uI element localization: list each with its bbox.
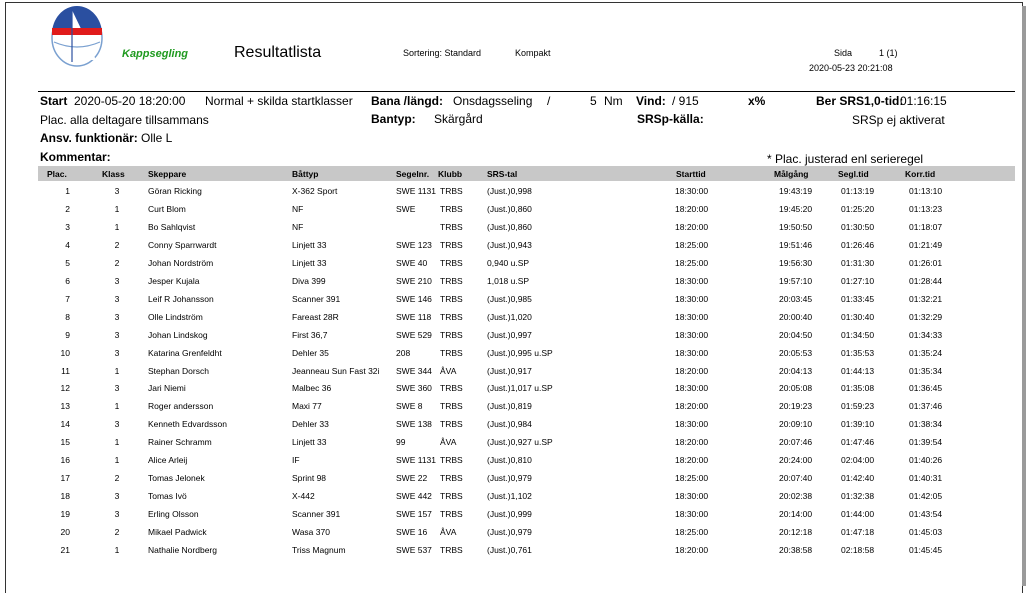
cell-starttid: 18:25:00 (675, 239, 709, 250)
cell-starttid: 18:20:00 (675, 437, 709, 448)
cell-segelnr: SWE 138 (396, 419, 432, 430)
cell-skeppare: Mikael Padwick (148, 527, 207, 538)
cell-malgang: 20:12:18 (779, 527, 813, 538)
cell-starttid: 18:25:00 (675, 527, 709, 538)
cell-korrtid: 01:13:23 (909, 203, 943, 214)
cell-segelnr: SWE 442 (396, 491, 432, 502)
cell-klass: 1 (114, 437, 120, 448)
cell-klubb: TRBS (440, 293, 463, 304)
cell-segelnr: SWE 529 (396, 329, 432, 340)
table-row (0, 491, 1028, 509)
cell-segltid: 01:30:50 (841, 221, 875, 232)
table-row (0, 240, 1028, 258)
col-klubb: Klubb (438, 169, 463, 179)
cell-malgang: 20:19:23 (779, 401, 813, 412)
cell-plac: 10 (60, 347, 70, 358)
cell-malgang: 20:05:08 (779, 383, 813, 394)
cell-starttid: 18:30:00 (675, 329, 709, 340)
cell-plac: 17 (60, 473, 70, 484)
srsp-source-value: SRSp ej aktiverat (852, 113, 945, 127)
cell-malgang: 20:04:50 (779, 329, 813, 340)
cell-klass: 3 (114, 293, 120, 304)
cell-malgang: 20:24:00 (779, 455, 813, 466)
cell-starttid: 18:30:00 (675, 419, 709, 430)
cell-plac: 18 (60, 491, 70, 502)
cell-plac: 7 (65, 293, 70, 304)
cell-segltid: 01:26:46 (841, 239, 875, 250)
course-type-value: Skärgård (434, 112, 483, 126)
cell-segltid: 01:44:13 (841, 365, 875, 376)
cell-segelnr: 99 (396, 437, 406, 448)
cell-klass: 1 (114, 455, 120, 466)
cell-segltid: 01:35:53 (841, 347, 875, 358)
table-row (0, 419, 1028, 437)
cell-klass: 3 (114, 275, 120, 286)
cell-srs: (Just.)1,020 (487, 311, 532, 322)
table-row (0, 401, 1028, 419)
cell-malgang: 19:51:46 (779, 239, 813, 250)
cell-skeppare: Rainer Schramm (148, 437, 212, 448)
cell-srs: 1,018 u.SP (487, 275, 530, 286)
cell-plac: 5 (65, 257, 70, 268)
bana-label: Bana /längd: (371, 94, 444, 108)
cell-starttid: 18:25:00 (675, 473, 709, 484)
cell-starttid: 18:30:00 (675, 293, 709, 304)
cell-segltid: 01:39:10 (841, 419, 875, 430)
cell-klubb: TRBS (440, 275, 463, 286)
cell-plac: 1 (65, 186, 70, 196)
cell-malgang: 20:03:45 (779, 293, 813, 304)
cell-segelnr: SWE 16 (396, 527, 428, 538)
cell-segelnr: SWE 1131 (396, 186, 437, 196)
cell-srs: (Just.)0,999 (487, 509, 532, 520)
bana-separator: / (547, 94, 551, 108)
table-row (0, 276, 1028, 294)
cell-klass: 2 (114, 473, 120, 484)
cell-korrtid: 01:45:03 (909, 527, 943, 538)
cell-srs: (Just.)0,761 (487, 545, 532, 555)
adjusted-note: * Plac. justerad enl serieregel (767, 152, 924, 166)
col-segltid: Segl.tid (838, 169, 869, 179)
cell-skeppare: Kenneth Edvardsson (148, 419, 227, 430)
cell-segltid: 01:42:40 (841, 473, 875, 484)
cell-srs: (Just.)0,927 u.SP (487, 437, 553, 448)
table-row (0, 222, 1028, 240)
cell-klass: 1 (114, 221, 120, 232)
cell-battyp: X-362 Sport (292, 186, 338, 196)
col-malgang: Målgång (774, 169, 809, 179)
cell-korrtid: 01:18:07 (909, 221, 943, 232)
col-srs: SRS-tal (487, 169, 518, 179)
course-length: 5 (590, 94, 597, 108)
cell-segelnr: SWE 344 (396, 365, 432, 376)
cell-srs: (Just.)0,998 (487, 186, 532, 196)
cell-klubb: TRBS (440, 257, 463, 268)
cell-klass: 1 (114, 545, 120, 555)
cell-srs: (Just.)0,810 (487, 455, 532, 466)
cell-battyp: Scanner 391 (292, 293, 341, 304)
cell-skeppare: Nathalie Nordberg (148, 545, 217, 555)
cell-starttid: 18:20:00 (675, 545, 709, 555)
cell-korrtid: 01:26:01 (909, 257, 943, 268)
cell-segelnr: SWE 210 (396, 275, 432, 286)
cell-klass: 1 (114, 365, 120, 376)
cell-starttid: 18:30:00 (675, 275, 709, 286)
cell-segltid: 01:34:50 (841, 329, 875, 340)
cell-srs: (Just.)0,984 (487, 419, 532, 430)
wind-value: / 915 (672, 94, 699, 108)
cell-starttid: 18:20:00 (675, 401, 709, 412)
cell-skeppare: Curt Blom (148, 203, 186, 214)
cell-starttid: 18:20:00 (675, 221, 709, 232)
cell-klass: 1 (114, 203, 120, 214)
srsp-source-label: SRSp-källa: (637, 112, 704, 126)
cell-starttid: 18:20:00 (675, 455, 709, 466)
cell-starttid: 18:20:00 (675, 365, 709, 376)
cell-klubb: TRBS (440, 383, 463, 394)
cell-skeppare: Bo Sahlqvist (148, 221, 196, 232)
cell-plac: 19 (60, 509, 70, 520)
cell-plac: 13 (60, 401, 70, 412)
cell-skeppare: Johan Lindskog (148, 329, 208, 340)
cell-starttid: 18:30:00 (675, 311, 709, 322)
cell-skeppare: Jari Niemi (148, 383, 186, 394)
cell-srs: (Just.)0,819 (487, 401, 532, 412)
cell-klubb: TRBS (440, 329, 463, 340)
cell-korrtid: 01:32:29 (909, 311, 943, 322)
length-unit: Nm (604, 94, 623, 108)
col-starttid: Starttid (676, 169, 706, 179)
col-klass: Klass (102, 169, 125, 179)
start-label: Start (40, 94, 68, 108)
cell-korrtid: 01:37:46 (909, 401, 943, 412)
cell-plac: 11 (61, 365, 70, 376)
cell-battyp: Dehler 35 (292, 347, 329, 358)
cell-korrtid: 01:32:21 (909, 293, 943, 304)
cell-klubb: ÅVA (440, 437, 457, 448)
cell-korrtid: 01:36:45 (909, 383, 943, 394)
cell-battyp: NF (292, 203, 304, 214)
cell-skeppare: Göran Ricking (148, 186, 202, 196)
cell-malgang: 19:43:19 (779, 186, 813, 196)
table-row (0, 383, 1028, 401)
cell-klubb: ÅVA (440, 527, 457, 538)
cell-starttid: 18:30:00 (675, 509, 709, 520)
cell-korrtid: 01:40:26 (909, 455, 943, 466)
cell-segelnr: SWE 537 (396, 545, 432, 555)
cell-skeppare: Stephan Dorsch (148, 365, 209, 376)
cell-korrtid: 01:35:34 (909, 365, 943, 376)
cell-battyp: NF (292, 221, 304, 232)
cell-srs: (Just.)0,979 (487, 473, 532, 484)
cell-srs: (Just.)0,860 (487, 221, 532, 232)
cell-klass: 3 (114, 347, 120, 358)
cell-segltid: 01:44:00 (841, 509, 875, 520)
class-mode: Normal + skilda startklasser (205, 94, 353, 108)
sail-logo-icon (50, 4, 130, 68)
table-row (0, 473, 1028, 491)
cell-battyp: Scanner 391 (292, 509, 341, 520)
printed-timestamp: 2020-05-23 20:21:08 (809, 63, 893, 73)
cell-korrtid: 01:42:05 (909, 491, 943, 502)
cell-srs: (Just.)0,997 (487, 329, 532, 340)
official-label: Ansv. funktionär: (40, 131, 138, 145)
page-title: Resultatlista (234, 44, 322, 61)
cell-segltid: 01:47:18 (841, 527, 875, 538)
cell-korrtid: 01:40:31 (909, 473, 943, 484)
cell-korrtid: 01:13:10 (909, 186, 943, 196)
cell-segelnr: SWE 146 (396, 293, 432, 304)
cell-srs: (Just.)0,995 u.SP (487, 347, 553, 358)
cell-plac: 14 (60, 419, 70, 430)
cell-battyp: Malbec 36 (292, 383, 332, 394)
placing-note: Plac. alla deltagare tillsammans (40, 113, 209, 127)
cell-plac: 12 (60, 383, 70, 394)
table-row (0, 527, 1028, 545)
cell-klubb: TRBS (440, 186, 463, 196)
cell-klass: 3 (114, 491, 120, 502)
cell-starttid: 18:30:00 (675, 491, 709, 502)
cell-segelnr: SWE 8 (396, 401, 423, 412)
cell-klubb: TRBS (440, 203, 463, 214)
wind-label: Vind: (636, 94, 666, 108)
cell-klubb: TRBS (440, 419, 463, 430)
cell-malgang: 20:07:46 (779, 437, 813, 448)
cell-skeppare: Jesper Kujala (148, 275, 200, 286)
cell-segltid: 01:13:19 (841, 186, 875, 196)
table-row (0, 509, 1028, 527)
table-row (0, 312, 1028, 330)
cell-korrtid: 01:34:33 (909, 329, 943, 340)
cell-plac: 3 (65, 221, 70, 232)
cell-korrtid: 01:38:34 (909, 419, 943, 430)
cell-battyp: Dehler 33 (292, 419, 329, 430)
cell-battyp: Wasa 370 (292, 527, 330, 538)
logo-text: Kappsegling (122, 48, 189, 60)
cell-skeppare: Leif R Johansson (148, 293, 214, 304)
cell-klass: 2 (114, 239, 120, 250)
cell-starttid: 18:30:00 (675, 186, 709, 196)
cell-korrtid: 01:43:54 (909, 509, 943, 520)
cell-plac: 2 (65, 203, 70, 214)
header-divider (38, 91, 1015, 92)
cell-segltid: 01:30:40 (841, 311, 875, 322)
cell-malgang: 19:57:10 (779, 275, 813, 286)
cell-skeppare: Olle Lindström (148, 311, 203, 322)
cell-klubb: TRBS (440, 473, 463, 484)
cell-battyp: Fareast 28R (292, 311, 339, 322)
start-value: 2020-05-20 18:20:00 (74, 94, 186, 108)
cell-malgang: 20:04:13 (779, 365, 813, 376)
cell-segelnr: SWE 22 (396, 473, 428, 484)
cell-klass: 3 (114, 509, 120, 520)
cell-plac: 21 (60, 545, 70, 555)
cell-battyp: Jeanneau Sun Fast 32i (292, 365, 380, 376)
cell-plac: 9 (65, 329, 70, 340)
cell-srs: (Just.)0,860 (487, 203, 532, 214)
cell-srs: (Just.)0,979 (487, 527, 532, 538)
cell-klass: 3 (114, 419, 120, 430)
cell-battyp: Maxi 77 (292, 401, 322, 412)
cell-segelnr: SWE (396, 203, 416, 214)
cell-plac: 4 (65, 239, 70, 250)
cell-plac: 8 (65, 311, 70, 322)
official-value: Olle L (141, 131, 173, 145)
cell-klubb: TRBS (440, 311, 463, 322)
cell-korrtid: 01:28:44 (909, 275, 943, 286)
cell-klubb: TRBS (440, 221, 463, 232)
cell-segltid: 02:18:58 (841, 545, 875, 555)
cell-skeppare: Johan Nordström (148, 257, 214, 268)
cell-battyp: Sprint 98 (292, 473, 327, 484)
cell-skeppare: Tomas Ivö (148, 491, 187, 502)
cell-korrtid: 01:21:49 (909, 239, 943, 250)
cell-skeppare: Erling Olsson (148, 509, 199, 520)
cell-skeppare: Alice Arleij (148, 455, 188, 466)
cell-korrtid: 01:45:45 (909, 545, 943, 555)
cell-srs: (Just.)0,985 (487, 293, 532, 304)
cell-malgang: 20:05:53 (779, 347, 813, 358)
cell-starttid: 18:20:00 (675, 203, 709, 214)
cell-srs: (Just.)1,017 u.SP (487, 383, 553, 394)
cell-starttid: 18:30:00 (675, 347, 709, 358)
cell-malgang: 20:38:58 (779, 545, 813, 555)
cell-skeppare: Conny Sparrwardt (148, 239, 217, 250)
table-row (0, 366, 1028, 384)
cell-malgang: 19:45:20 (779, 203, 813, 214)
cell-srs: (Just.)0,943 (487, 239, 532, 250)
cell-segltid: 01:31:30 (841, 257, 875, 268)
table-row (0, 330, 1028, 348)
cell-klass: 3 (114, 383, 120, 394)
comment-label: Kommentar: (40, 150, 111, 164)
percent-label: x% (748, 94, 766, 108)
cell-malgang: 20:07:40 (779, 473, 813, 484)
cell-battyp: IF (292, 455, 300, 466)
cell-korrtid: 01:39:54 (909, 437, 943, 448)
cell-srs: 0,940 u.SP (487, 257, 530, 268)
cell-segltid: 01:59:23 (841, 401, 875, 412)
col-segelnr: Segelnr. (396, 169, 430, 179)
cell-segelnr: SWE 118 (396, 311, 432, 322)
cell-skeppare: Tomas Jelonek (148, 473, 205, 484)
table-row (0, 437, 1028, 455)
cell-segelnr: SWE 157 (396, 509, 432, 520)
cell-klass: 1 (114, 401, 120, 412)
page-number: 1 (1) (879, 48, 898, 58)
col-battyp: Båttyp (292, 169, 319, 179)
cell-srs: (Just.)1,102 (487, 491, 532, 502)
cell-segltid: 01:35:08 (841, 383, 875, 394)
page-label: Sida (834, 48, 853, 58)
cell-segltid: 01:25:20 (841, 203, 875, 214)
cell-plac: 16 (60, 455, 70, 466)
cell-battyp: Linjett 33 (292, 239, 327, 250)
cell-segltid: 01:47:46 (841, 437, 875, 448)
table-row (0, 186, 1028, 204)
cell-segltid: 01:32:38 (841, 491, 875, 502)
cell-srs: (Just.)0,917 (487, 365, 532, 376)
cell-starttid: 18:30:00 (675, 383, 709, 394)
cell-skeppare: Katarina Grenfeldht (148, 347, 222, 358)
cell-klass: 3 (114, 329, 120, 340)
cell-malgang: 20:14:00 (779, 509, 813, 520)
bana-value: Onsdagsseling (453, 94, 533, 108)
cell-starttid: 18:25:00 (675, 257, 709, 268)
cell-malgang: 19:50:50 (779, 221, 813, 232)
cell-klubb: TRBS (440, 455, 463, 466)
compact-label: Kompakt (515, 48, 551, 58)
table-row (0, 204, 1028, 222)
cell-battyp: Diva 399 (292, 275, 326, 286)
cell-segelnr: SWE 123 (396, 239, 432, 250)
cell-malgang: 20:02:38 (779, 491, 813, 502)
cell-battyp: Triss Magnum (292, 545, 346, 555)
cell-battyp: Linjett 33 (292, 257, 327, 268)
table-row (0, 348, 1028, 366)
cell-segelnr: SWE 40 (396, 257, 428, 268)
cell-battyp: Linjett 33 (292, 437, 327, 448)
cell-segltid: 01:27:10 (841, 275, 875, 286)
cell-skeppare: Roger andersson (148, 401, 214, 412)
cell-malgang: 19:56:30 (779, 257, 813, 268)
col-skeppare: Skeppare (148, 169, 187, 179)
cell-klubb: TRBS (440, 239, 463, 250)
cell-plac: 6 (65, 275, 70, 286)
cell-klass: 2 (114, 527, 120, 538)
cell-klubb: TRBS (440, 545, 463, 555)
table-row (0, 455, 1028, 473)
cell-klass: 3 (114, 311, 120, 322)
cell-klass: 2 (114, 257, 120, 268)
table-row (0, 294, 1028, 312)
table-row (0, 258, 1028, 276)
cell-battyp: First 36,7 (292, 329, 328, 340)
cell-klubb: TRBS (440, 401, 463, 412)
cell-battyp: X-442 (292, 491, 315, 502)
cell-klubb: ÅVA (440, 365, 457, 376)
cell-plac: 20 (60, 527, 70, 538)
cell-klubb: TRBS (440, 491, 463, 502)
col-korrtid: Korr.tid (905, 169, 936, 179)
cell-segelnr: SWE 1131 (396, 455, 437, 466)
cell-klubb: TRBS (440, 509, 463, 520)
cell-segltid: 02:04:00 (841, 455, 875, 466)
cell-klass: 3 (114, 186, 120, 196)
cell-segelnr: SWE 360 (396, 383, 432, 394)
cell-segltid: 01:33:45 (841, 293, 875, 304)
srs-time-label: Ber SRS1,0-tid: (816, 94, 904, 108)
cell-malgang: 20:09:10 (779, 419, 813, 430)
cell-klubb: TRBS (440, 347, 463, 358)
course-type-label: Bantyp: (371, 112, 416, 126)
sort-label: Sortering: Standard (403, 48, 482, 58)
srs-time-value: 01:16:15 (900, 94, 947, 108)
table-row (0, 545, 1028, 563)
cell-malgang: 20:00:40 (779, 311, 813, 322)
cell-korrtid: 01:35:24 (909, 347, 943, 358)
col-plac: Plac. (47, 169, 67, 179)
cell-plac: 15 (60, 437, 70, 448)
cell-segelnr: 208 (396, 347, 411, 358)
